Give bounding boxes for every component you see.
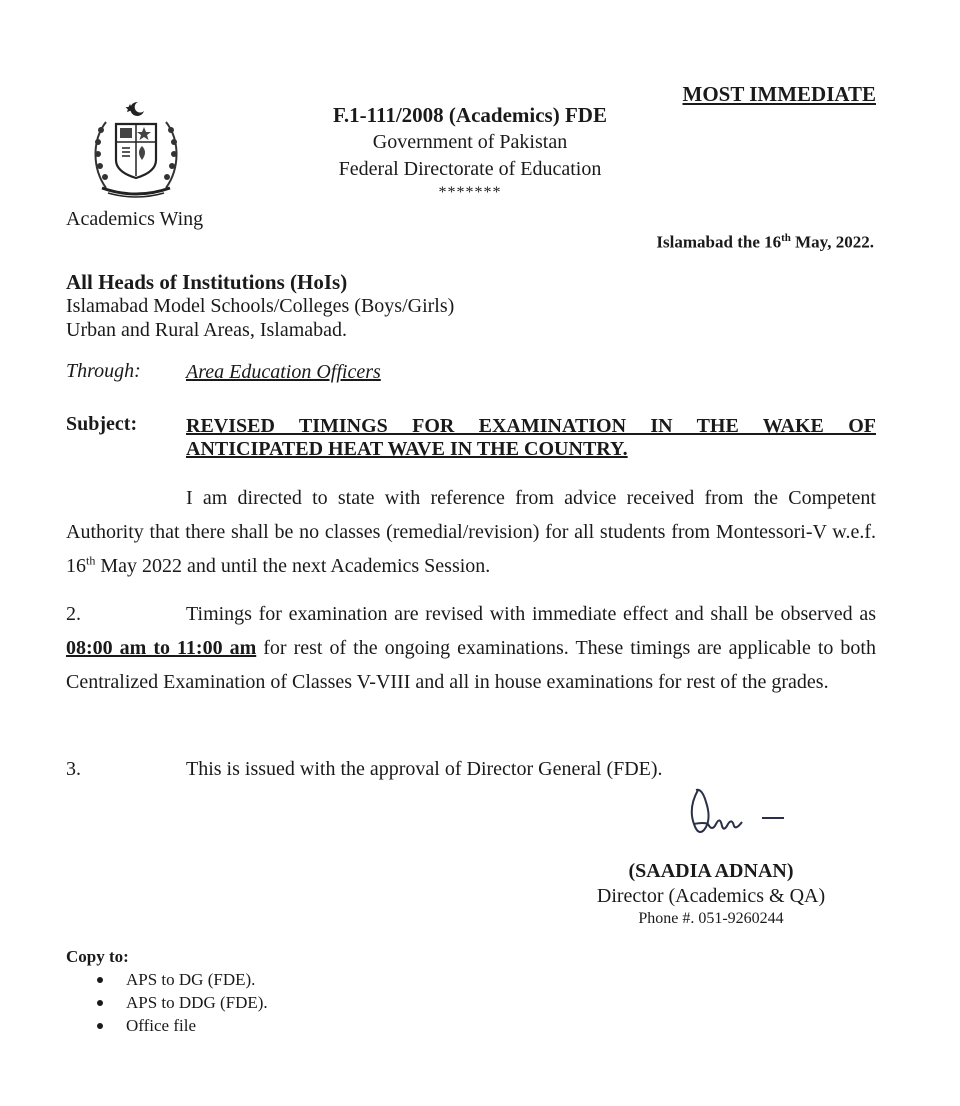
list-item: APS to DG (FDE). — [126, 968, 268, 991]
signature-icon — [676, 778, 796, 858]
directorate-name: Federal Directorate of Education — [338, 158, 602, 180]
priority-label: MOST IMMEDIATE — [682, 82, 876, 106]
paragraph-2: 2. Timings for examination are revised with immediate effect and shall be observed as 08:00 am to 11:00 am for rest of the ongoing examinations. These timings are applicable to both Centralized Examination of Classes V-VIII and all in house examinations for rest of the grades. — [66, 597, 876, 699]
wing-name: Academics Wing — [66, 208, 204, 230]
reference-number: F.1-111/2008 (Academics) FDE — [333, 103, 607, 127]
paragraph-number: 3. — [66, 758, 81, 780]
signatory-block — [586, 858, 836, 930]
copy-to-label: Copy to: — [66, 947, 129, 966]
addressee-title: All Heads of Institutions (HoIs) — [66, 270, 348, 294]
letterhead — [300, 102, 640, 203]
copy-to-section — [66, 946, 268, 1037]
through-value: Area Education Officers — [186, 361, 381, 383]
addressee-line: Urban and Rural Areas, Islamabad. — [66, 319, 348, 341]
signatory-designation: Director (Academics & QA) — [596, 885, 826, 907]
addressee-line: Islamabad Model Schools/Colleges (Boys/Girls) — [66, 295, 455, 317]
separator: ******* — [438, 184, 502, 201]
through-label: Through: — [66, 360, 141, 382]
copy-to-list — [66, 968, 268, 1037]
subject-value: REVISED TIMINGS FOR EXAMINATION IN THE WAKE OF ANTICIPATED HEAT WAVE IN THE COUNTRY. — [186, 415, 876, 460]
government-emblem-icon — [86, 96, 186, 200]
exam-timings: 08:00 am to 11:00 am — [66, 637, 257, 659]
paragraph-number: 2. — [66, 603, 81, 625]
signatory-phone: Phone #. 051-9260244 — [638, 910, 784, 927]
letter-date: Islamabad the 16th May, 2022. — [656, 232, 874, 252]
government-name: Government of Pakistan — [372, 131, 568, 153]
list-item: APS to DDG (FDE). — [126, 991, 268, 1014]
signatory-name: (SAADIA ADNAN) — [628, 860, 794, 882]
addressee — [66, 270, 454, 342]
list-item: Office file — [126, 1014, 268, 1037]
paragraph-3: 3. This is issued with the approval of Director General (FDE). — [66, 758, 663, 780]
paragraph-1: I am directed to state with reference from advice received from the Competent Authority that there shall be no classes (remedial/revision) for all students from Montessori-V w.e.f. 16th May 2022 and until the next Academics Session. — [66, 487, 876, 577]
subject-label: Subject: — [66, 413, 138, 435]
